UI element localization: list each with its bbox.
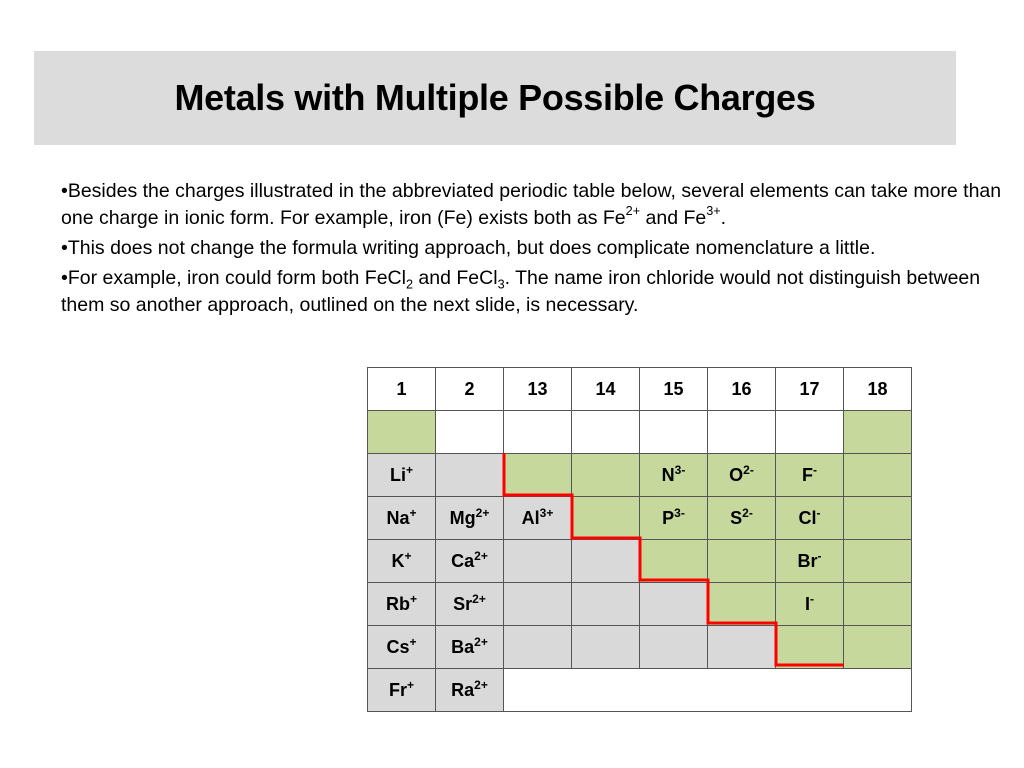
table-row xyxy=(368,626,912,669)
ion-charge: 3- xyxy=(674,462,686,477)
bullet-1-text-2: and Fe xyxy=(640,207,707,229)
bullet-3-text-2: and FeCl xyxy=(413,267,498,289)
ion-charge: + xyxy=(409,634,417,649)
element-symbol: Ca xyxy=(451,550,475,571)
element-cell xyxy=(640,454,708,497)
element-cell xyxy=(436,497,504,540)
element-cell xyxy=(368,583,436,626)
empty-cell xyxy=(368,411,436,454)
element-cell xyxy=(776,540,844,583)
element-cell xyxy=(368,669,436,712)
element-symbol: Ba xyxy=(451,636,475,657)
element-symbol: Cs xyxy=(386,636,410,657)
element-symbol: Br xyxy=(797,550,818,571)
table-row xyxy=(368,669,912,712)
fecl2-subscript: 2 xyxy=(405,277,414,292)
empty-cell xyxy=(708,626,776,669)
bullet-3-text: •For example, iron could form both FeCl xyxy=(61,267,406,289)
element-symbol: Sr xyxy=(453,593,473,614)
ion-charge: 2+ xyxy=(474,634,488,649)
empty-cell xyxy=(844,454,912,497)
element-symbol: F xyxy=(802,464,813,485)
ion-charge: 3- xyxy=(674,505,685,520)
bullet-3 xyxy=(61,265,1011,319)
ion-charge: 2+ xyxy=(475,505,490,520)
empty-cell xyxy=(504,540,572,583)
empty-cell xyxy=(708,540,776,583)
element-cell xyxy=(436,583,504,626)
group-header: 18 xyxy=(844,368,912,411)
element-cell xyxy=(776,583,844,626)
fe3-charge: 3+ xyxy=(706,204,721,219)
element-symbol: O xyxy=(729,464,744,485)
empty-cell xyxy=(572,626,640,669)
element-cell xyxy=(640,497,708,540)
empty-cell xyxy=(504,411,572,454)
empty-cell xyxy=(844,583,912,626)
element-cell xyxy=(708,497,776,540)
group-header: 1 xyxy=(368,368,436,411)
slide-title: Metals with Multiple Possible Charges xyxy=(174,77,816,118)
ion-charge: 2- xyxy=(743,462,754,477)
ion-charge: 3+ xyxy=(539,505,554,520)
bullet-3-text-3: . The name iron chloride would not distinguish between them so another approach, outlined on the next slide, is necessary. xyxy=(61,267,981,316)
ion-charge: - xyxy=(817,548,822,563)
element-cell xyxy=(504,497,572,540)
bullet-1-text-3: . xyxy=(720,207,727,229)
ion-charge: + xyxy=(409,591,417,606)
element-cell xyxy=(776,497,844,540)
bullet-list xyxy=(61,178,1011,322)
title-bar xyxy=(34,51,956,145)
empty-cell xyxy=(572,540,640,583)
empty-cell xyxy=(572,583,640,626)
empty-cell xyxy=(776,626,844,669)
element-cell xyxy=(436,540,504,583)
element-symbol: Cl xyxy=(798,507,817,528)
empty-cell xyxy=(640,411,708,454)
blank-region xyxy=(504,669,912,712)
table-row xyxy=(368,540,912,583)
element-cell xyxy=(708,454,776,497)
bullet-1 xyxy=(61,178,1011,232)
empty-cell xyxy=(436,454,504,497)
empty-cell xyxy=(572,454,640,497)
table-row xyxy=(368,411,912,454)
table-row xyxy=(368,583,912,626)
element-cell xyxy=(368,626,436,669)
ion-charge: + xyxy=(405,462,413,477)
empty-cell xyxy=(640,626,708,669)
fe2-charge: 2+ xyxy=(625,204,641,219)
empty-cell xyxy=(572,497,640,540)
ion-charge: - xyxy=(813,462,817,477)
empty-cell xyxy=(844,540,912,583)
ion-charge: + xyxy=(404,548,412,563)
element-cell xyxy=(436,669,504,712)
element-cell xyxy=(368,497,436,540)
group-header: 14 xyxy=(572,368,640,411)
element-symbol: Na xyxy=(386,507,410,528)
header-row xyxy=(368,368,912,411)
group-header: 15 xyxy=(640,368,708,411)
empty-cell xyxy=(640,583,708,626)
ion-charge: + xyxy=(406,677,414,692)
fecl3-subscript: 3 xyxy=(497,277,505,292)
table-row xyxy=(368,454,912,497)
element-symbol: Al xyxy=(521,507,540,528)
element-symbol: Li xyxy=(389,464,406,485)
element-symbol: Rb xyxy=(385,593,410,614)
element-cell xyxy=(368,454,436,497)
ion-charge: 2+ xyxy=(474,677,488,692)
element-symbol: P xyxy=(662,507,675,528)
element-symbol: Fr xyxy=(388,679,407,700)
element-symbol: Ra xyxy=(451,679,475,700)
group-header: 16 xyxy=(708,368,776,411)
bullet-2: •This does not change the formula writing approach, but does complicate nomenclature a little. xyxy=(61,237,876,259)
element-symbol: I xyxy=(804,593,810,614)
element-symbol: N xyxy=(661,464,675,485)
table-row xyxy=(368,497,912,540)
empty-cell xyxy=(844,497,912,540)
element-symbol: K xyxy=(391,550,405,571)
ion-charge: - xyxy=(810,591,814,606)
empty-cell xyxy=(504,583,572,626)
empty-cell xyxy=(844,626,912,669)
bullet-1-text: •Besides the charges illustrated in the abbreviated periodic table below, several elements can take more than one charge in ionic form. For example, iron (Fe) exists both as Fe xyxy=(61,180,1002,229)
group-header: 17 xyxy=(776,368,844,411)
element-cell xyxy=(368,540,436,583)
ion-charge: + xyxy=(409,505,417,520)
periodic-table xyxy=(367,367,912,712)
ion-charge: - xyxy=(816,505,821,520)
empty-cell xyxy=(572,411,640,454)
group-header: 2 xyxy=(436,368,504,411)
empty-cell xyxy=(640,540,708,583)
group-header: 13 xyxy=(504,368,572,411)
empty-cell xyxy=(844,411,912,454)
element-cell xyxy=(436,626,504,669)
ion-charge: 2+ xyxy=(472,591,486,606)
element-symbol: Mg xyxy=(449,507,476,528)
element-symbol: S xyxy=(730,507,743,528)
empty-cell xyxy=(504,454,572,497)
ion-charge: 2- xyxy=(742,505,753,520)
element-cell xyxy=(776,454,844,497)
empty-cell xyxy=(436,411,504,454)
empty-cell xyxy=(776,411,844,454)
empty-cell xyxy=(708,411,776,454)
ion-charge: 2+ xyxy=(474,548,488,563)
empty-cell xyxy=(504,626,572,669)
empty-cell xyxy=(708,583,776,626)
